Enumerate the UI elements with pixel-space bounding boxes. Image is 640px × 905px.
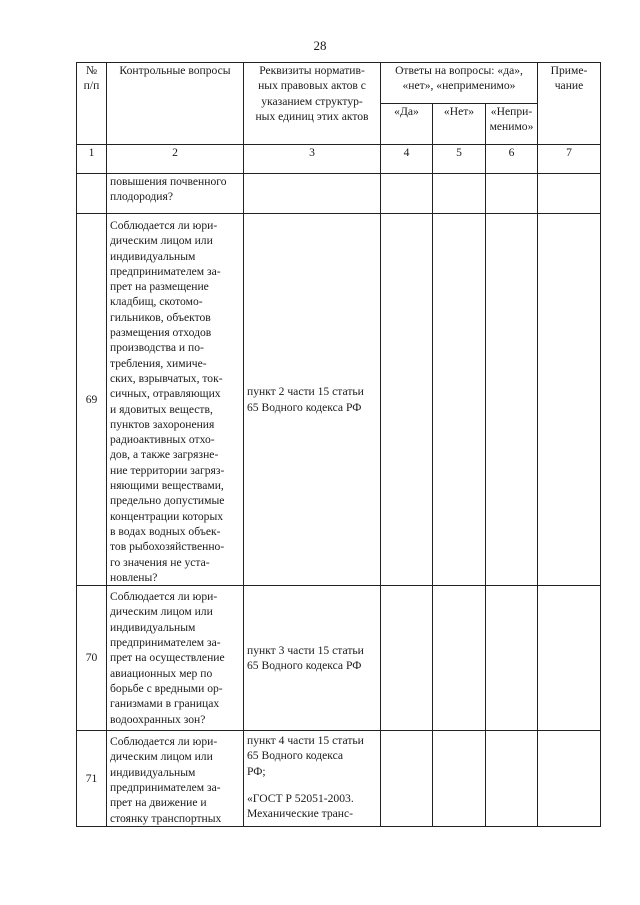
header-yes: «Да» <box>381 104 433 145</box>
column-number: 2 <box>107 145 244 174</box>
table-row <box>77 586 601 731</box>
act-requisites: пункт 3 части 15 статьи 65 Водного кодекса РФ <box>244 586 381 731</box>
column-number: 1 <box>77 145 107 174</box>
note-cell[interactable] <box>538 586 601 731</box>
answer-no-cell[interactable] <box>433 174 486 214</box>
column-number: 3 <box>244 145 381 174</box>
act-requisites-gost: «ГОСТ Р 52051-2003. Механические транс- <box>247 792 354 821</box>
act-requisites: пункт 2 части 15 статьи 65 Водного кодекса РФ <box>244 214 381 586</box>
answer-na-cell[interactable] <box>486 174 538 214</box>
header-no: «Нет» <box>433 104 486 145</box>
row-number <box>77 174 107 214</box>
header-note: Приме- чание <box>538 63 601 145</box>
header-not-applicable: «Непри- менимо» <box>486 104 538 145</box>
header-number: № п/п <box>77 63 107 145</box>
row-number: 70 <box>77 586 107 731</box>
table-row <box>77 174 601 214</box>
row-number: 71 <box>77 731 107 827</box>
checklist-table <box>76 62 601 827</box>
table-row <box>77 731 601 827</box>
answer-no-cell[interactable] <box>433 731 486 827</box>
column-number: 7 <box>538 145 601 174</box>
answer-yes-cell[interactable] <box>381 586 433 731</box>
act-requisites <box>244 731 381 827</box>
control-question: Соблюдается ли юри- дическим лицом или индивидуальным предпринимателем за- прет на осуществление авиационных мер по борьбе с вредными ор- ганизмами в границах водоохранных зон? <box>107 586 244 731</box>
answer-yes-cell[interactable] <box>381 174 433 214</box>
note-cell[interactable] <box>538 731 601 827</box>
row-number: 69 <box>77 214 107 586</box>
act-requisites <box>244 174 381 214</box>
header-answers: Ответы на вопросы: «да», «нет», «неприменимо» <box>381 63 538 104</box>
answer-no-cell[interactable] <box>433 214 486 586</box>
answer-yes-cell[interactable] <box>381 731 433 827</box>
table-row <box>77 214 601 586</box>
column-number: 6 <box>486 145 538 174</box>
header-requisites: Реквизиты норматив- ных правовых актов с указанием структур- ных единиц этих актов <box>244 63 381 145</box>
note-cell[interactable] <box>538 174 601 214</box>
column-number: 5 <box>433 145 486 174</box>
answer-na-cell[interactable] <box>486 586 538 731</box>
note-cell[interactable] <box>538 214 601 586</box>
column-number: 4 <box>381 145 433 174</box>
answer-na-cell[interactable] <box>486 214 538 586</box>
answer-yes-cell[interactable] <box>381 214 433 586</box>
control-question: повышения почвенного плодородия? <box>107 174 244 214</box>
answer-na-cell[interactable] <box>486 731 538 827</box>
act-requisites-line: пункт 4 части 15 статьи 65 Водного кодекса РФ; <box>247 734 364 778</box>
control-question: Соблюдается ли юри- дическим лицом или индивидуальным предпринимателем за- прет на движение и стоянку транспортных <box>107 731 244 827</box>
control-question: Соблюдается ли юри- дическим лицом или индивидуальным предпринимателем за- прет на размещение кладбищ, скотомо- гильников, объектов размещения отходов производства и по- требления, химиче- ских, взрывчатых, ток- сичных, отравляющих и ядовитых веществ, пунктов захоронения радиоактивных отхо- дов, а также загрязне- ние территории загряз- няющими веществами, предельно допустимые концентрации которых в водах водных объек- тов рыбохозяйственно- го значения не уста- новлены? <box>107 214 244 586</box>
page-number: 28 <box>313 38 327 53</box>
answer-no-cell[interactable] <box>433 586 486 731</box>
header-questions: Контрольные вопросы <box>107 63 244 145</box>
